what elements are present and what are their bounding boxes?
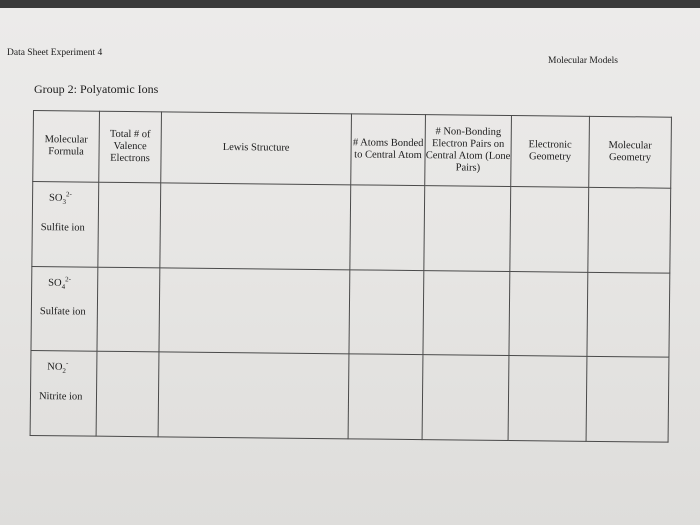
molecular-geometry-cell[interactable] bbox=[586, 357, 669, 443]
valence-electrons-cell[interactable] bbox=[98, 182, 161, 267]
ion-formula: $SO_3^{2-}$ bbox=[49, 190, 72, 206]
valence-electrons-cell[interactable] bbox=[96, 351, 159, 436]
electronic-geometry-cell[interactable] bbox=[509, 271, 588, 356]
table-row bbox=[31, 266, 670, 357]
table-row bbox=[30, 351, 669, 442]
ion-name: Sulfate ion bbox=[39, 306, 86, 318]
table-row bbox=[32, 182, 671, 273]
lone-pairs-cell[interactable] bbox=[422, 355, 509, 441]
lewis-structure-cell[interactable] bbox=[159, 267, 350, 354]
group-title: Group 2: Polyatomic Ions bbox=[34, 82, 159, 96]
ion-formula: $SO_4^{2-}$ bbox=[48, 275, 72, 291]
atoms-bonded-cell[interactable] bbox=[350, 185, 425, 270]
atoms-bonded-cell[interactable] bbox=[348, 354, 423, 439]
column-header-molecular-geometry: Molecular Geometry bbox=[589, 116, 672, 188]
sheet-header-subject: Molecular Models bbox=[548, 56, 618, 66]
formula-cell bbox=[32, 182, 99, 267]
column-header-lewis-structure: Lewis Structure bbox=[161, 112, 352, 185]
lone-pairs-cell[interactable] bbox=[423, 270, 510, 356]
column-header-molecular-formula: Molecular Formula bbox=[33, 111, 100, 183]
column-header-electronic-geometry: Electronic Geometry bbox=[511, 116, 590, 188]
column-header-valence-electrons: Total # of Valence Electrons bbox=[99, 111, 162, 183]
formula-cell bbox=[30, 351, 97, 436]
column-header-atoms-bonded: # Atoms Bonded to Central Atom bbox=[351, 114, 426, 186]
data-sheet-page bbox=[0, 8, 700, 525]
column-header-lone-pairs: # Non-Bonding Electron Pairs on Central Atom (Lone Pairs) bbox=[425, 115, 512, 187]
lone-pairs-cell[interactable] bbox=[424, 186, 511, 272]
molecular-geometry-cell[interactable] bbox=[587, 272, 670, 358]
ion-formula: $NO_2^-$ bbox=[47, 359, 69, 376]
formula-cell bbox=[31, 266, 98, 351]
lewis-structure-cell[interactable] bbox=[160, 183, 351, 270]
lewis-structure-cell[interactable] bbox=[158, 352, 349, 439]
ion-name: Nitrite ion bbox=[38, 390, 83, 403]
sheet-header-title: Data Sheet Experiment 4 bbox=[7, 48, 103, 58]
valence-electrons-cell[interactable] bbox=[97, 267, 160, 352]
molecular-geometry-cell[interactable] bbox=[588, 187, 671, 273]
electronic-geometry-cell[interactable] bbox=[510, 187, 589, 272]
table-header-row bbox=[33, 111, 672, 189]
atoms-bonded-cell[interactable] bbox=[349, 269, 424, 354]
electronic-geometry-cell[interactable] bbox=[508, 356, 587, 441]
ion-name: Sulfite ion bbox=[40, 221, 85, 234]
polyatomic-ions-table bbox=[30, 110, 672, 443]
